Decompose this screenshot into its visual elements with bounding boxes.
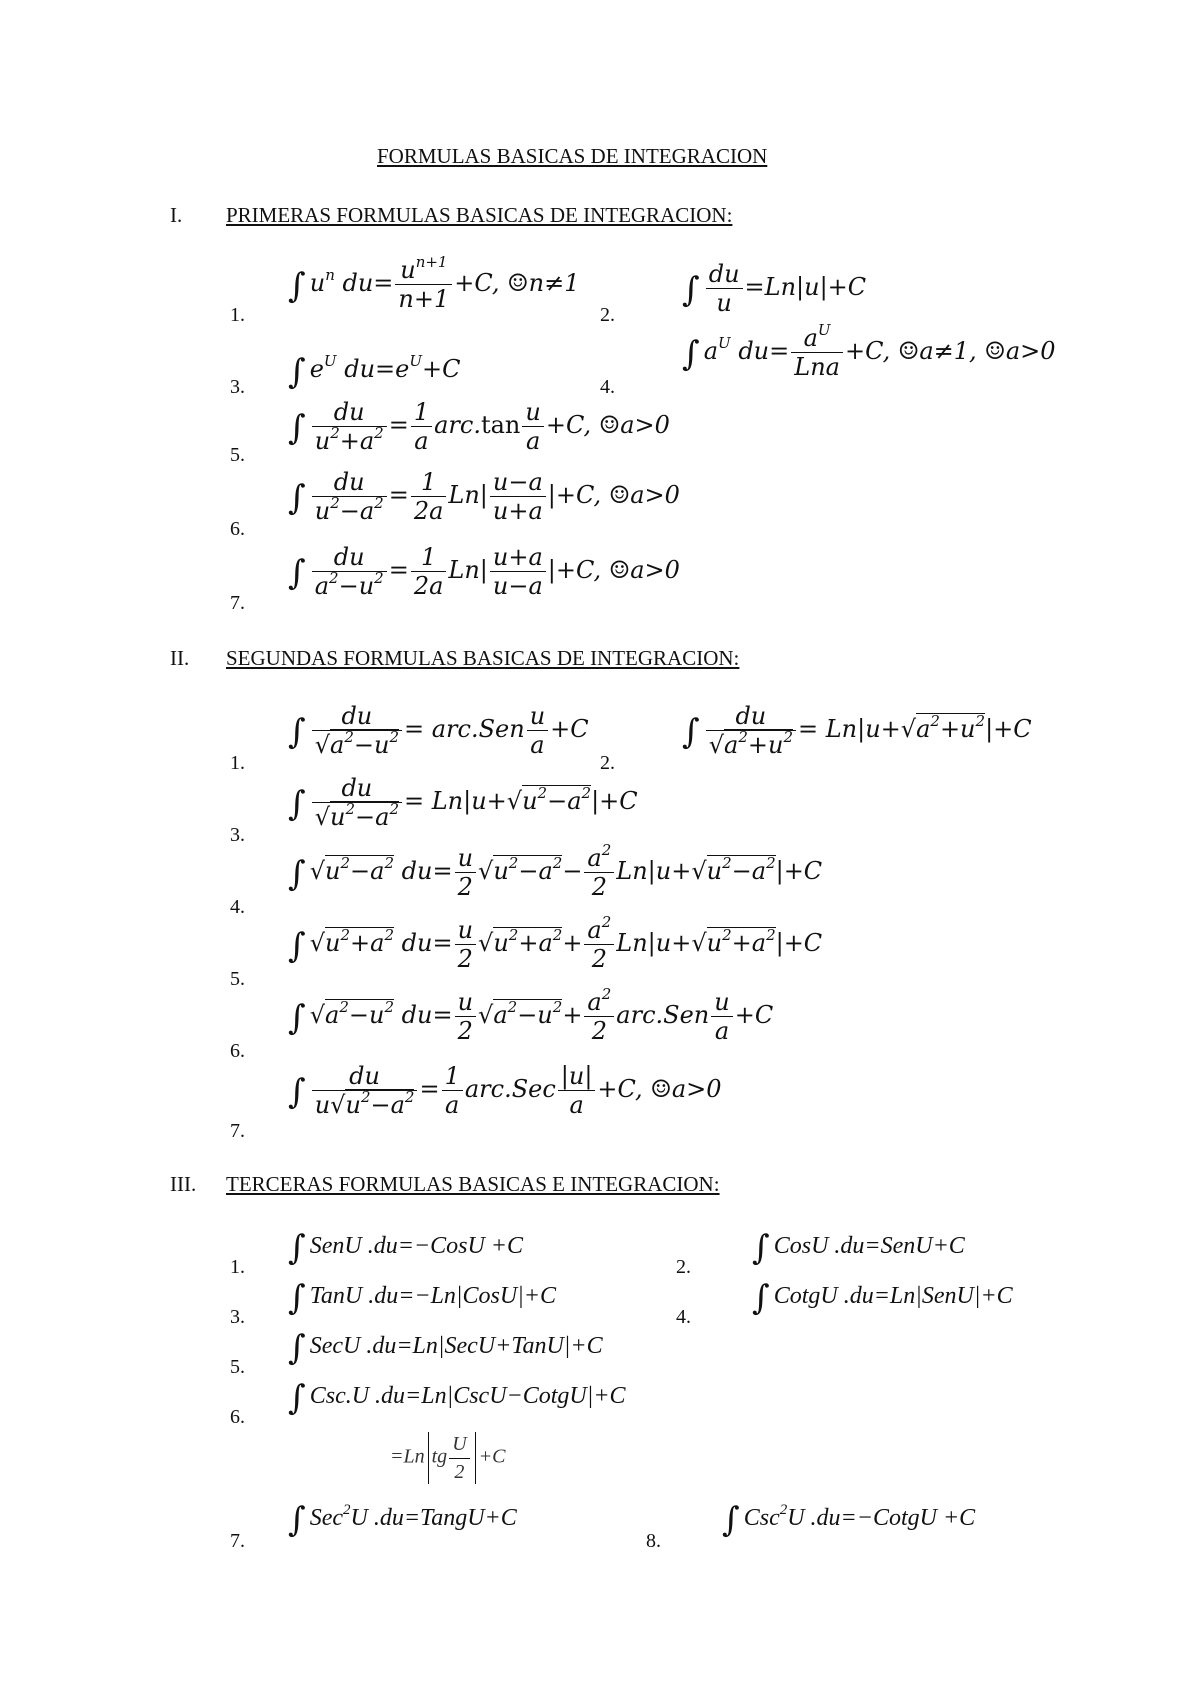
- formula-arcsec: ∫ $\frac{du}{u√u^2-a^2}$ = $\frac{1}{a}$ arc.Sec $\frac{|u|}{a}$ +C, ☺a>0: [288, 1062, 722, 1119]
- integral-sign: ∫: [288, 712, 306, 752]
- formula-number: 1.: [230, 752, 245, 774]
- integral-sign: ∫: [288, 854, 306, 894]
- formula-log-rule: ∫ $\frac{du}{u}$ =Ln|u|+C: [682, 260, 867, 317]
- formula-number: 2.: [600, 304, 615, 326]
- formula-number: 6.: [230, 518, 245, 540]
- integral-sign: ∫: [682, 712, 700, 752]
- formula-number: 4.: [600, 376, 615, 398]
- formula-ln-diff-2: ∫ $\frac{du}{a^2-u^2}$ = $\frac{1}{2a}$ Ln| $\frac{u+a}{u-a}$ |+C, ☺a>0: [288, 543, 680, 600]
- formula-number: 7.: [230, 1120, 245, 1142]
- integral-sign: ∫: [288, 998, 306, 1038]
- formula-number: 5.: [230, 968, 245, 990]
- formula-number: 6.: [230, 1040, 245, 1062]
- integral-sign: ∫: [722, 1500, 740, 1540]
- formula-number: 4.: [230, 896, 245, 918]
- formula-number: 3.: [230, 376, 245, 398]
- integral-sign: ∫: [752, 1228, 770, 1268]
- integral-sign: ∫: [288, 553, 306, 593]
- formula-ln-sqrt-sum: ∫ $\frac{du}{√a^2+u^2}$ = $Ln|u+√a^2+u^2|+C$: [682, 702, 1032, 759]
- formula-power-rule: ∫ $u^n$ du= $\frac{u^{n+1}}{n+1}$ +C, ☺n≠1: [288, 253, 580, 313]
- section-1-heading: PRIMERAS FORMULAS BASICAS DE INTEGRACION:: [226, 203, 733, 227]
- formula-sqrt-a2-minus-u2: ∫ $√a^2-u^2$ du= $\frac{u}{2}$ $√a^2-u^2+$ $\frac{a^2}{2}$ arc.Sen $\frac{u}{a}$ +C: [288, 985, 774, 1045]
- formula-tan: ∫ TanU .du=−Ln|CosU|+C: [288, 1278, 557, 1318]
- formula-cos: ∫ CosU .du=SenU+C: [752, 1228, 965, 1268]
- integral-sign: ∫: [288, 1228, 306, 1268]
- formula-number: 2.: [676, 1256, 691, 1278]
- integral-sign: ∫: [288, 1328, 306, 1368]
- integral-sign: ∫: [288, 926, 306, 966]
- formula-number: 7.: [230, 1530, 245, 1552]
- integral-sign: ∫: [288, 784, 306, 824]
- formula-cotg: ∫ CotgU .du=Ln|SenU|+C: [752, 1278, 1013, 1318]
- formula-number: 5.: [230, 1356, 245, 1378]
- formula-number: 6.: [230, 1406, 245, 1428]
- formula-number: 3.: [230, 1306, 245, 1328]
- integral-sign: ∫: [288, 1072, 306, 1112]
- formula-arctan: ∫ $\frac{du}{u^2+a^2}$ = $\frac{1}{a}$ arc.tan $\frac{u}{a}$ +C, ☺a>0: [288, 398, 670, 455]
- formula-csc-alt: =Ln tg $\frac{U}{2}$ +C: [390, 1432, 506, 1483]
- formula-sec2: ∫ Sec$^2$U .du=TangU+C: [288, 1500, 517, 1540]
- integral-sign: ∫: [288, 478, 306, 518]
- formula-sqrt-u2-minus-a2: ∫ $√u^2-a^2$ du= $\frac{u}{2}$ $√u^2-a^2-$ $\frac{a^2}{2}$ $Ln|u+√u^2-a^2|+C$: [288, 841, 823, 901]
- formula-ln-diff-1: ∫ $\frac{du}{u^2-a^2}$ = $\frac{1}{2a}$ Ln| $\frac{u-a}{u+a}$ |+C, ☺a>0: [288, 468, 680, 525]
- section-1-roman: I.: [170, 203, 183, 227]
- section-3-heading: TERCERAS FORMULAS BASICAS E INTEGRACION:: [226, 1172, 720, 1196]
- formula-number: 1.: [230, 304, 245, 326]
- formula-csc2: ∫ Csc$^2$U .du=−CotgU +C: [722, 1500, 976, 1540]
- formula-csc: ∫ Csc.U .du=Ln|CscU−CotgU|+C: [288, 1378, 626, 1418]
- formula-exp-rule: ∫ $e^U$ $du=e^U+C$: [288, 352, 461, 392]
- formula-sec: ∫ SecU .du=Ln|SecU+TanU|+C: [288, 1328, 603, 1368]
- section-2-heading: SEGUNDAS FORMULAS BASICAS DE INTEGRACION:: [226, 646, 740, 670]
- integral-sign: ∫: [288, 408, 306, 448]
- integral-sign: ∫: [288, 352, 306, 392]
- integral-sign: ∫: [752, 1278, 770, 1318]
- formula-a-power: ∫ $a^U$ du= $a^U$ Lna +C, ☺a≠1, ☺a>0: [682, 321, 1056, 381]
- formula-number: 7.: [230, 592, 245, 614]
- integral-sign: ∫: [288, 1278, 306, 1318]
- formula-ln-sqrt-diff: ∫ $\frac{du}{√u^2-a^2}$ = $Ln|u+√u^2-a^2|+C$: [288, 774, 638, 831]
- integral-sign: ∫: [288, 266, 306, 306]
- integral-sign: ∫: [288, 1378, 306, 1418]
- integral-sign: ∫: [682, 270, 700, 310]
- formula-number: 2.: [600, 752, 615, 774]
- formula-number: 8.: [646, 1530, 661, 1552]
- formula-arcsen: ∫ $\frac{du}{√a^2-u^2}$ = arc.Sen $\frac{u}{a}$ +C: [288, 702, 589, 759]
- formula-sqrt-u2-plus-a2: ∫ $√u^2+a^2$ du= $\frac{u}{2}$ $√u^2+a^2+$ $\frac{a^2}{2}$ $Ln|u+√u^2+a^2|+C$: [288, 913, 823, 973]
- formula-number: 3.: [230, 824, 245, 846]
- section-3-roman: III.: [170, 1172, 197, 1196]
- formula-number: 4.: [676, 1306, 691, 1328]
- integral-sign: ∫: [682, 334, 700, 374]
- integral-sign: ∫: [288, 1500, 306, 1540]
- section-2-roman: II.: [170, 646, 190, 670]
- formula-sen: ∫ SenU .du=−CosU +C: [288, 1228, 523, 1268]
- formula-number: 1.: [230, 1256, 245, 1278]
- page-title: FORMULAS BASICAS DE INTEGRACION: [377, 144, 768, 168]
- formula-number: 5.: [230, 444, 245, 466]
